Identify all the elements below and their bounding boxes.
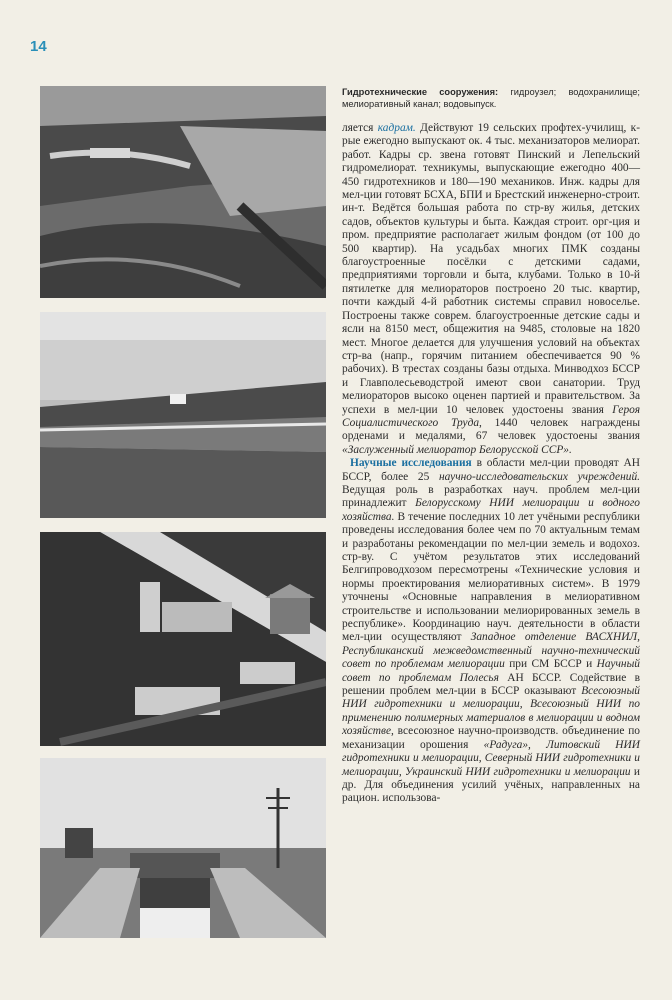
text-run: , 1440 человек награждены орденами и медалями, 67 человек удостоены звания xyxy=(342,416,640,443)
water-outlet-photo xyxy=(40,758,326,938)
text-run: кадрам. xyxy=(377,122,416,134)
text-run: Западное отделение ВАСХНИЛ, Республиканский межведомственный научно-технический совет по проблемам мелиорации xyxy=(342,631,640,671)
caption-text: гидроузел; водохранилище; мелиоративный канал; водовыпуск. xyxy=(342,87,640,109)
text-run: «Заслуженный мелиоратор Белорусской ССР». xyxy=(342,443,572,456)
page-number: 14 xyxy=(30,38,47,55)
paragraph-staff xyxy=(342,122,640,457)
reservoir-photo xyxy=(40,312,326,518)
text-run: Героя Социалистического Труда xyxy=(342,403,640,429)
text-run: ляется xyxy=(342,122,378,134)
text-run: в области мел-ции проводят АН БССР, более 25 xyxy=(342,457,641,483)
text-run: АН БССР. Содействие в решении проблем мел-ции в БССР оказывают xyxy=(342,671,640,698)
text-run: и др. Для объединения усилий учёных, направленных на рацион. использова- xyxy=(342,765,640,805)
paragraph-research xyxy=(342,457,640,806)
hydro-junction-photo xyxy=(40,86,326,298)
caption-title: Гидротехнические сооружения: xyxy=(342,87,499,97)
text-run: при СМ БССР и xyxy=(504,658,597,671)
text-run: научно-исследовательских учреждений. xyxy=(438,470,640,483)
text-run: Действуют 19 сельских профтех-училищ, к-рые ежегодно выпускают ок. 4 тыс. механизаторов мелиорат. работ. Кадры ср. звена готовят Пинский и Лепельский гидромелиорат. техникумы, выпускающие ежегодно 400—450 гидротехников и 180—190 механиков. Инж. кадры для мел-ции готовят БСХА, БПИ и Брестский инженерно-строит. ин-т. Ведётся большая работа по стр-ву жилья, детских садов, объектов культуры и быта. Каждая строит. орг-ция и пром. предприятие располагает жилым фондом (от 100 до 500 квартир). На усадьбах многих ПМК созданы благоустроенные посёлки с детскими садами, предприятиями торговли и быта, клубами. Только в 10-й пятилетке для мелиораторов построено 20 тыс. квартир, почти каждый 4-й работник системы справил новоселье. Построены также соврем. благоустроенные детские сады и ясли на 8150 мест, общежития на 9485, столовые на 1820 мест. Многое делается для улучшения условий на объектах стр-ва (напр., горячим питанием обеспечивается 90 % рабочих). В трестах созданы базы отдыха. Минводхоз БССР и Главполесьеводстрой имеют свои санатории. Труд мелиораторов высоко оценен партией и правительством. За успехи в мел-ции 10 человек удостоены звания xyxy=(342,122,640,416)
article-text xyxy=(342,122,640,806)
text-run: В течение последних 10 лет учёными республики проведены исследования более чем по 70 актуальным темам и разработаны рекомендации по мел-ции земель и водохоз. стр-ву. С учётом результатов этих исследований Белгипроводхозом пересмотрены «Технические условия и нормы проектирования мелиоративных систем». В 1979 уточнены «Основные направления в мелиоративном строительстве и использовании мелиорированных земель в республике». Координацию науч. деятельности в области мел-ции осуществляют xyxy=(342,510,640,644)
text-run: Научный совет по проблемам Полесья xyxy=(342,658,640,684)
text-run: «Радуга», Литовский НИИ гидротехники и мелиорации, Северный НИИ гидротехники и мелиорации, Украинский НИИ гидротехники и мелиорации xyxy=(342,738,640,778)
canal-photo xyxy=(40,532,326,746)
text-run: Всесоюзный НИИ гидротехники и мелиорации, Всесоюзный НИИ по применению полимерных материалов в мелиорации и водном хозяйстве, xyxy=(342,685,640,738)
text-run: Ведущая роль в разработках науч. проблем мел-ции принадлежит xyxy=(342,483,640,510)
text-run: Научные исследования xyxy=(350,457,472,470)
text-run: всесоюзное научно-производств. объединение по механизации орошения xyxy=(342,725,640,751)
photo-caption xyxy=(342,86,640,110)
text-run: Белорусскому НИИ мелиорации и водного хозяйства. xyxy=(342,497,640,523)
